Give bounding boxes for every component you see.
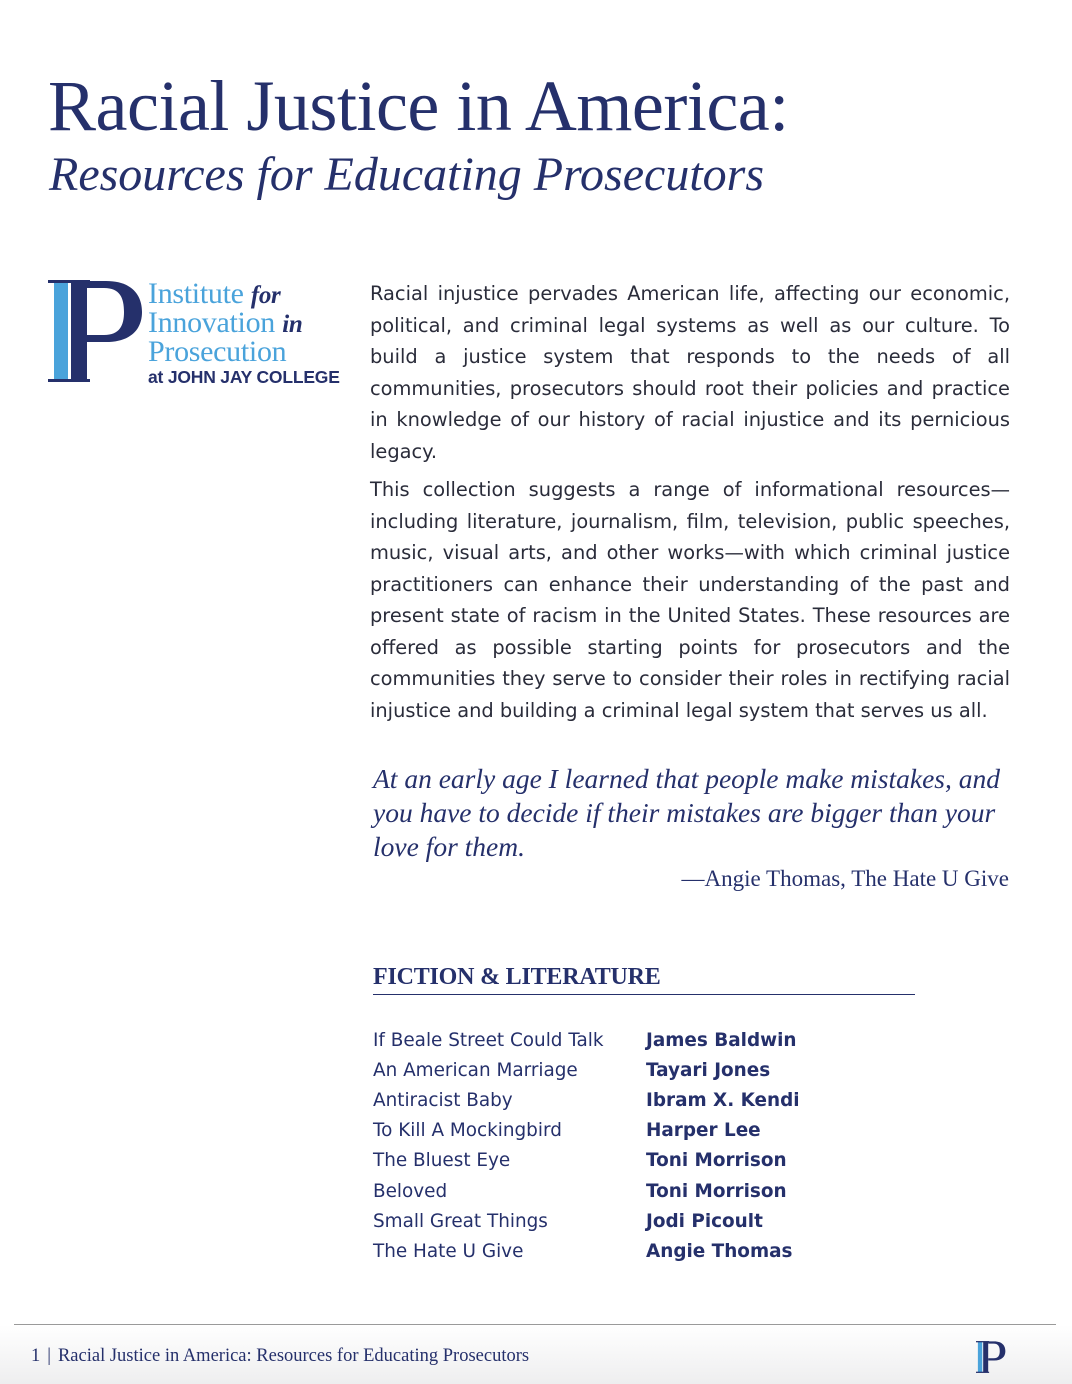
list-item [373, 1236, 933, 1266]
book-title: The Hate U Give [373, 1240, 524, 1262]
footer-separator: | [47, 1346, 51, 1366]
list-item [373, 1146, 933, 1176]
book-title: Beloved [373, 1180, 448, 1202]
page-subtitle: Resources for Educating Prosecutors [49, 148, 765, 201]
book-title: Small Great Things [373, 1210, 548, 1232]
book-author: Tayari Jones [646, 1059, 771, 1081]
logo-line-college: at JOHN JAY COLLEGE [148, 367, 340, 387]
book-author: James Baldwin [646, 1029, 797, 1051]
book-author: Angie Thomas [646, 1240, 793, 1262]
page-number: 1 [31, 1346, 41, 1366]
list-item [373, 1116, 933, 1146]
logo-line-prosecution: Prosecution [148, 335, 287, 368]
book-title: An American Marriage [373, 1059, 578, 1081]
book-author: Harper Lee [646, 1120, 761, 1142]
book-author: Ibram X. Kendi [646, 1089, 800, 1111]
quote-text: At an early age I learned that people make mistakes, and you have to decide if their mistakes are bigger than your love for them. [373, 763, 1000, 862]
logo-line-for: for [250, 282, 281, 309]
page-title: Racial Justice in America: [48, 66, 789, 146]
logo-line-in: in [282, 311, 303, 338]
intro-paragraph: This collection suggests a range of informational resources—including literature, journalism, film, television, public speeches, music, visual arts, and other works—with which criminal justice practitioners can enhance their understanding of the past and present state of racism in the United States. These resources are offered as possible starting points for prosecutors and the communities they serve to consider their roles in rectifying racial injustice and building a criminal legal system that serves us all. [370, 478, 1010, 722]
pull-quote [373, 762, 1013, 894]
intro-paragraph: Racial injustice pervades American life, affecting our economic, political, and criminal legal systems as well as our culture. To build a justice system that responds to the needs of all communities, prosecutors should root their policies and practice in knowledge of our history of racial injustice and its pernicious legacy. [370, 282, 1010, 463]
institute-logo [48, 277, 340, 387]
list-item [373, 1085, 933, 1115]
logo-line-institute: Institute [148, 277, 244, 310]
list-item [373, 1055, 933, 1085]
list-item [373, 1176, 933, 1206]
book-title: If Beale Street Could Talk [373, 1029, 604, 1051]
list-item [373, 1206, 933, 1236]
footer-title: Racial Justice in America: Resources for Educating Prosecutors [57, 1346, 530, 1366]
footer-text [31, 1346, 529, 1367]
quote-attribution: —Angie Thomas, The Hate U Give [681, 866, 1009, 891]
logo-wordmark [148, 277, 340, 388]
book-author: Jodi Picoult [646, 1210, 763, 1232]
logo-line-innovation: Innovation [148, 306, 275, 339]
intro-text [370, 278, 1010, 733]
book-author: Toni Morrison [646, 1150, 787, 1172]
ip-monogram-icon [48, 280, 144, 382]
book-title: To Kill A Mockingbird [373, 1120, 562, 1142]
ip-monogram-small-icon [976, 1341, 1006, 1373]
book-list [373, 1025, 933, 1267]
list-item [373, 1025, 933, 1055]
book-author: Toni Morrison [646, 1180, 787, 1202]
book-title: Antiracist Baby [373, 1089, 513, 1111]
section-heading: FICTION & LITERATURE [373, 962, 915, 995]
book-title: The Bluest Eye [373, 1150, 511, 1172]
